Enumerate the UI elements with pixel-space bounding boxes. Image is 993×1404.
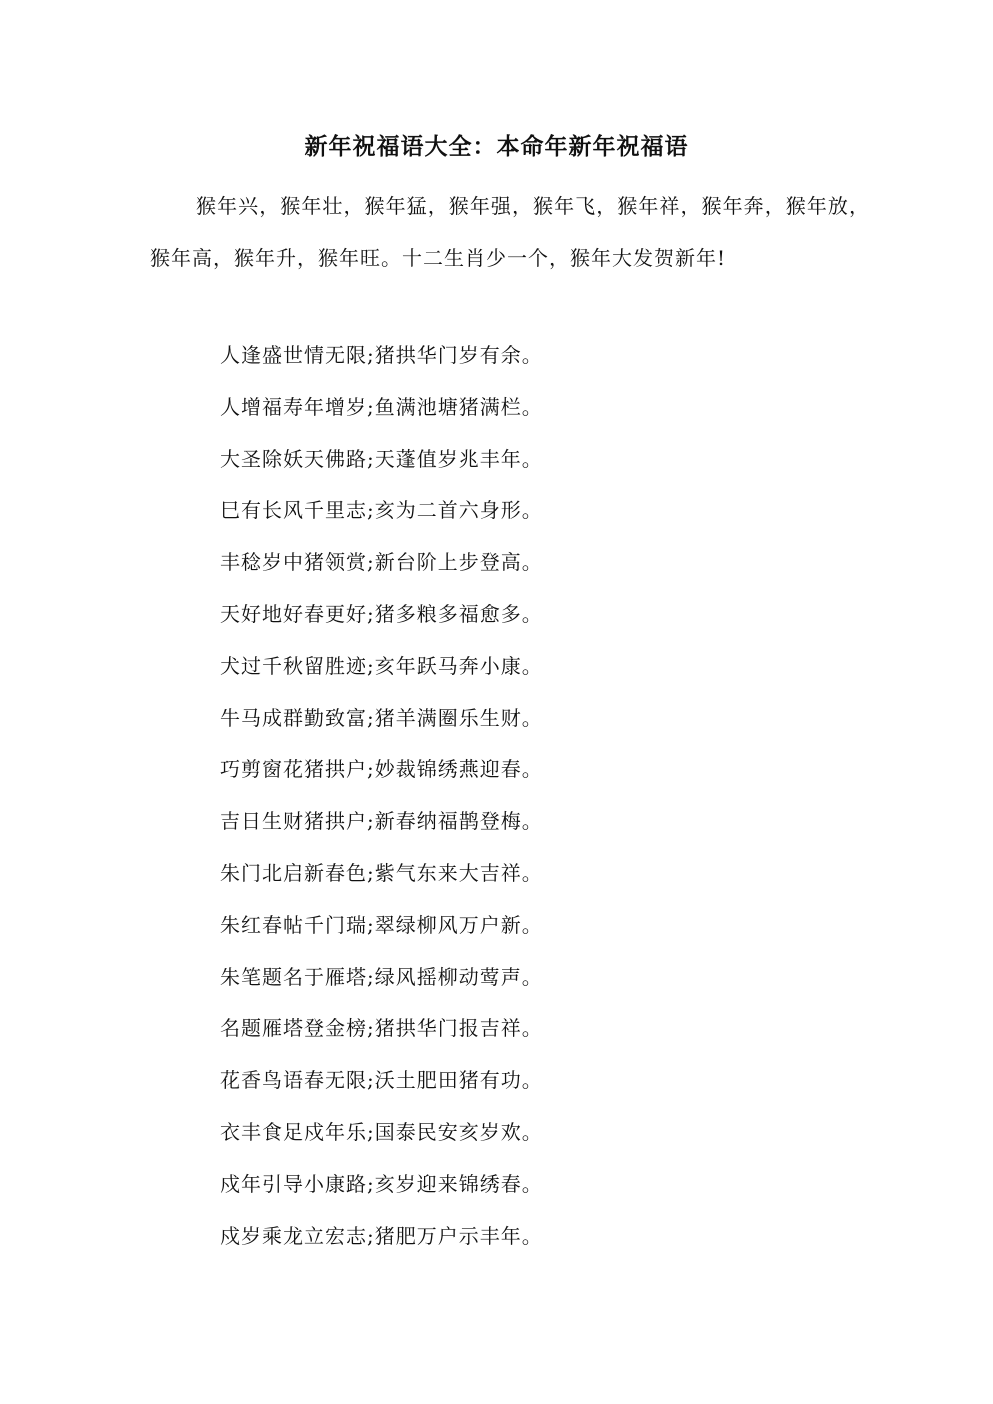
couplet-line: 戍年引导小康路;亥岁迎来锦绣春。 [220,1171,543,1196]
couplet-line: 朱笔题名于雁塔;绿风摇柳动莺声。 [220,964,543,989]
couplet-line: 朱红春帖千门瑞;翠绿柳风万户新。 [220,912,543,937]
couplet-line: 吉日生财猪拱户;新春纳福鹊登梅。 [220,809,543,834]
document-title: 新年祝福语大全：本命年新年祝福语 [304,133,689,160]
couplet-line: 巳有长风千里志;亥为二首六身形。 [220,498,543,523]
couplet-line: 巧剪窗花猪拱户;妙裁锦绣燕迎春。 [220,757,543,782]
couplet-line: 丰稔岁中猪领赏;新台阶上步登高。 [220,550,543,575]
couplet-line: 大圣除妖天佛路;天蓬值岁兆丰年。 [220,446,543,471]
couplet-line: 名题雁塔登金榜;猪拱华门报吉祥。 [220,1016,543,1041]
couplet-line: 花香鸟语春无限;沃土肥田猪有功。 [220,1068,543,1093]
couplet-line: 人逢盛世情无限;猪拱华门岁有余。 [220,343,543,367]
couplet-line: 人增福寿年增岁;鱼满池塘猪满栏。 [220,394,543,419]
couplet-line: 戍岁乘龙立宏志;猪肥万户示丰年。 [220,1223,543,1248]
couplet-line: 犬过千秋留胜迹;亥年跃马奔小康。 [220,653,543,678]
couplet-line: 天好地好春更好;猪多粮多福愈多。 [220,601,543,626]
couplet-line: 牛马成群勤致富;猪羊满圈乐生财。 [220,705,543,730]
couplet-line: 朱门北启新春色;紫气东来大吉祥。 [220,860,543,885]
couplet-line: 衣丰食足戍年乐;国泰民安亥岁欢。 [220,1119,543,1144]
intro-paragraph: 猴年兴，猴年壮，猴年猛，猴年强，猴年飞，猴年祥，猴年奔，猴年放，猴年高，猴年升，猴年旺。十二生肖少一个，猴年大发贺新年! [150,194,870,270]
couplet-list [220,330,543,1262]
